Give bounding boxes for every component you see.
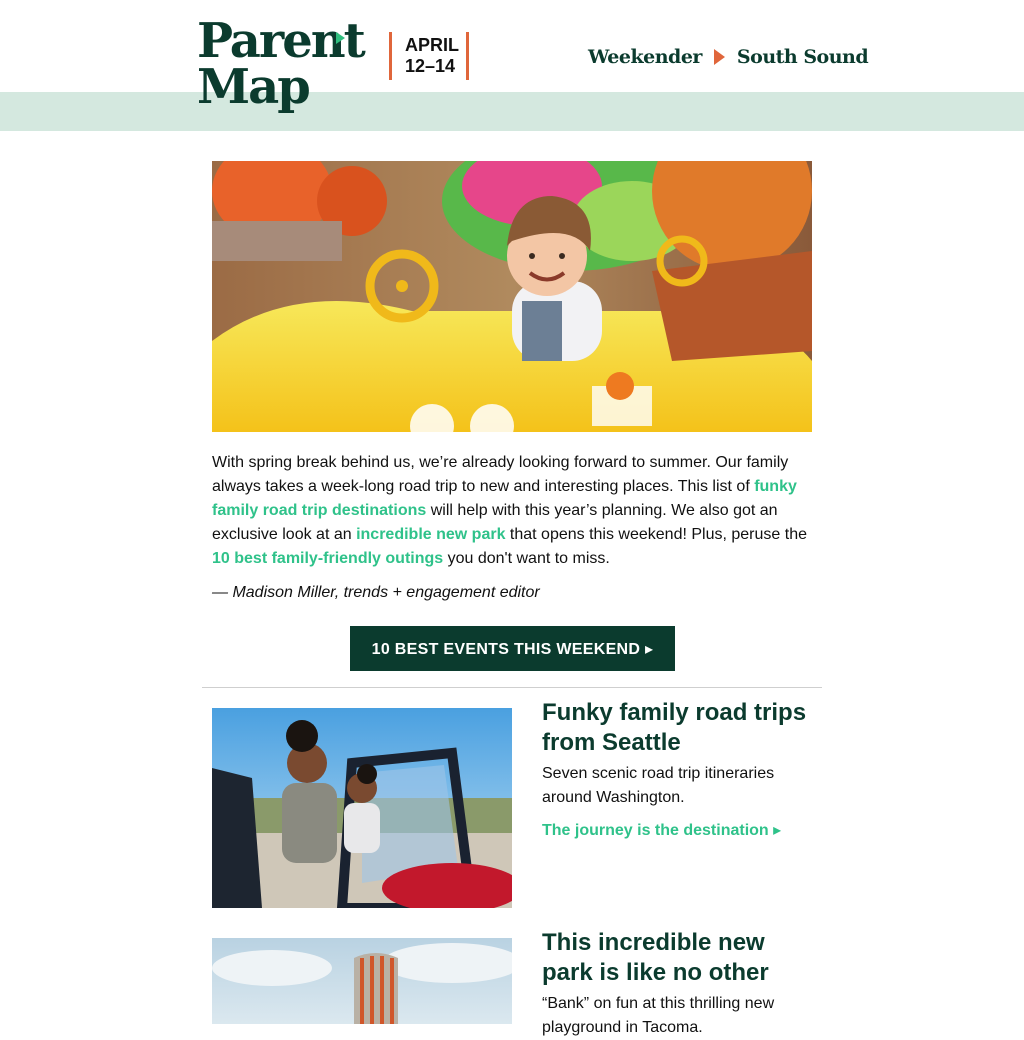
nav-south-sound[interactable]: South Sound bbox=[736, 46, 869, 68]
editor-signature: — Madison Miller, trends + engagement editor bbox=[212, 584, 540, 601]
new-park-illustration bbox=[212, 938, 512, 1024]
intro-text-2: will help with this year’s planning. We also got an exclusive look at an bbox=[212, 502, 778, 543]
parentmap-logo[interactable] bbox=[197, 13, 364, 124]
best-events-button[interactable]: 10 BEST EVENTS THIS WEEKEND ▸ bbox=[350, 626, 675, 671]
nav-weekender[interactable]: Weekender bbox=[588, 46, 702, 68]
logo-line-1: Parent bbox=[197, 13, 364, 69]
hero-illustration bbox=[212, 161, 812, 432]
new-park-image[interactable] bbox=[212, 938, 512, 1024]
road-trip-destinations-link[interactable]: funky family road trip destinations bbox=[212, 478, 797, 519]
header bbox=[0, 0, 1024, 131]
intro-paragraph bbox=[212, 451, 812, 571]
card-new-park-description: “Bank” on fun at this thrilling new playground in Tacoma. bbox=[542, 995, 775, 1036]
card-road-trips-title[interactable]: Funky family road trips from Seattle bbox=[542, 699, 807, 756]
intro-text-3: that opens this weekend! Plus, peruse the bbox=[505, 526, 807, 543]
card-road-trips-link[interactable]: The journey is the destination ▸ bbox=[542, 822, 782, 839]
intro-text-1: With spring break behind us, we’re already looking forward to summer. Our family always takes a week-long road trip to new and interesting places. This list of bbox=[212, 454, 789, 495]
issue-month: APRIL bbox=[405, 35, 459, 55]
logo-line-2: Map bbox=[197, 59, 309, 115]
logo-play-icon bbox=[336, 32, 345, 44]
road-trip-illustration bbox=[212, 708, 512, 908]
card-new-park bbox=[542, 928, 822, 1040]
road-trip-image[interactable] bbox=[212, 708, 512, 908]
issue-days: 12–14 bbox=[405, 56, 456, 76]
new-park-link[interactable]: incredible new park bbox=[356, 526, 506, 543]
card-road-trips bbox=[542, 698, 822, 840]
hero-image[interactable] bbox=[212, 161, 812, 432]
newsletter-nav bbox=[588, 44, 868, 70]
card-new-park-title[interactable]: This incredible new park is like no other bbox=[542, 929, 769, 986]
issue-date bbox=[389, 32, 469, 80]
best-outings-link[interactable]: 10 best family-friendly outings bbox=[212, 550, 444, 567]
arrow-right-icon bbox=[714, 49, 725, 65]
intro-text-4: you don't want to miss. bbox=[443, 550, 610, 567]
section-divider bbox=[202, 687, 822, 688]
card-road-trips-description: Seven scenic road trip itineraries around Washington. bbox=[542, 765, 775, 806]
